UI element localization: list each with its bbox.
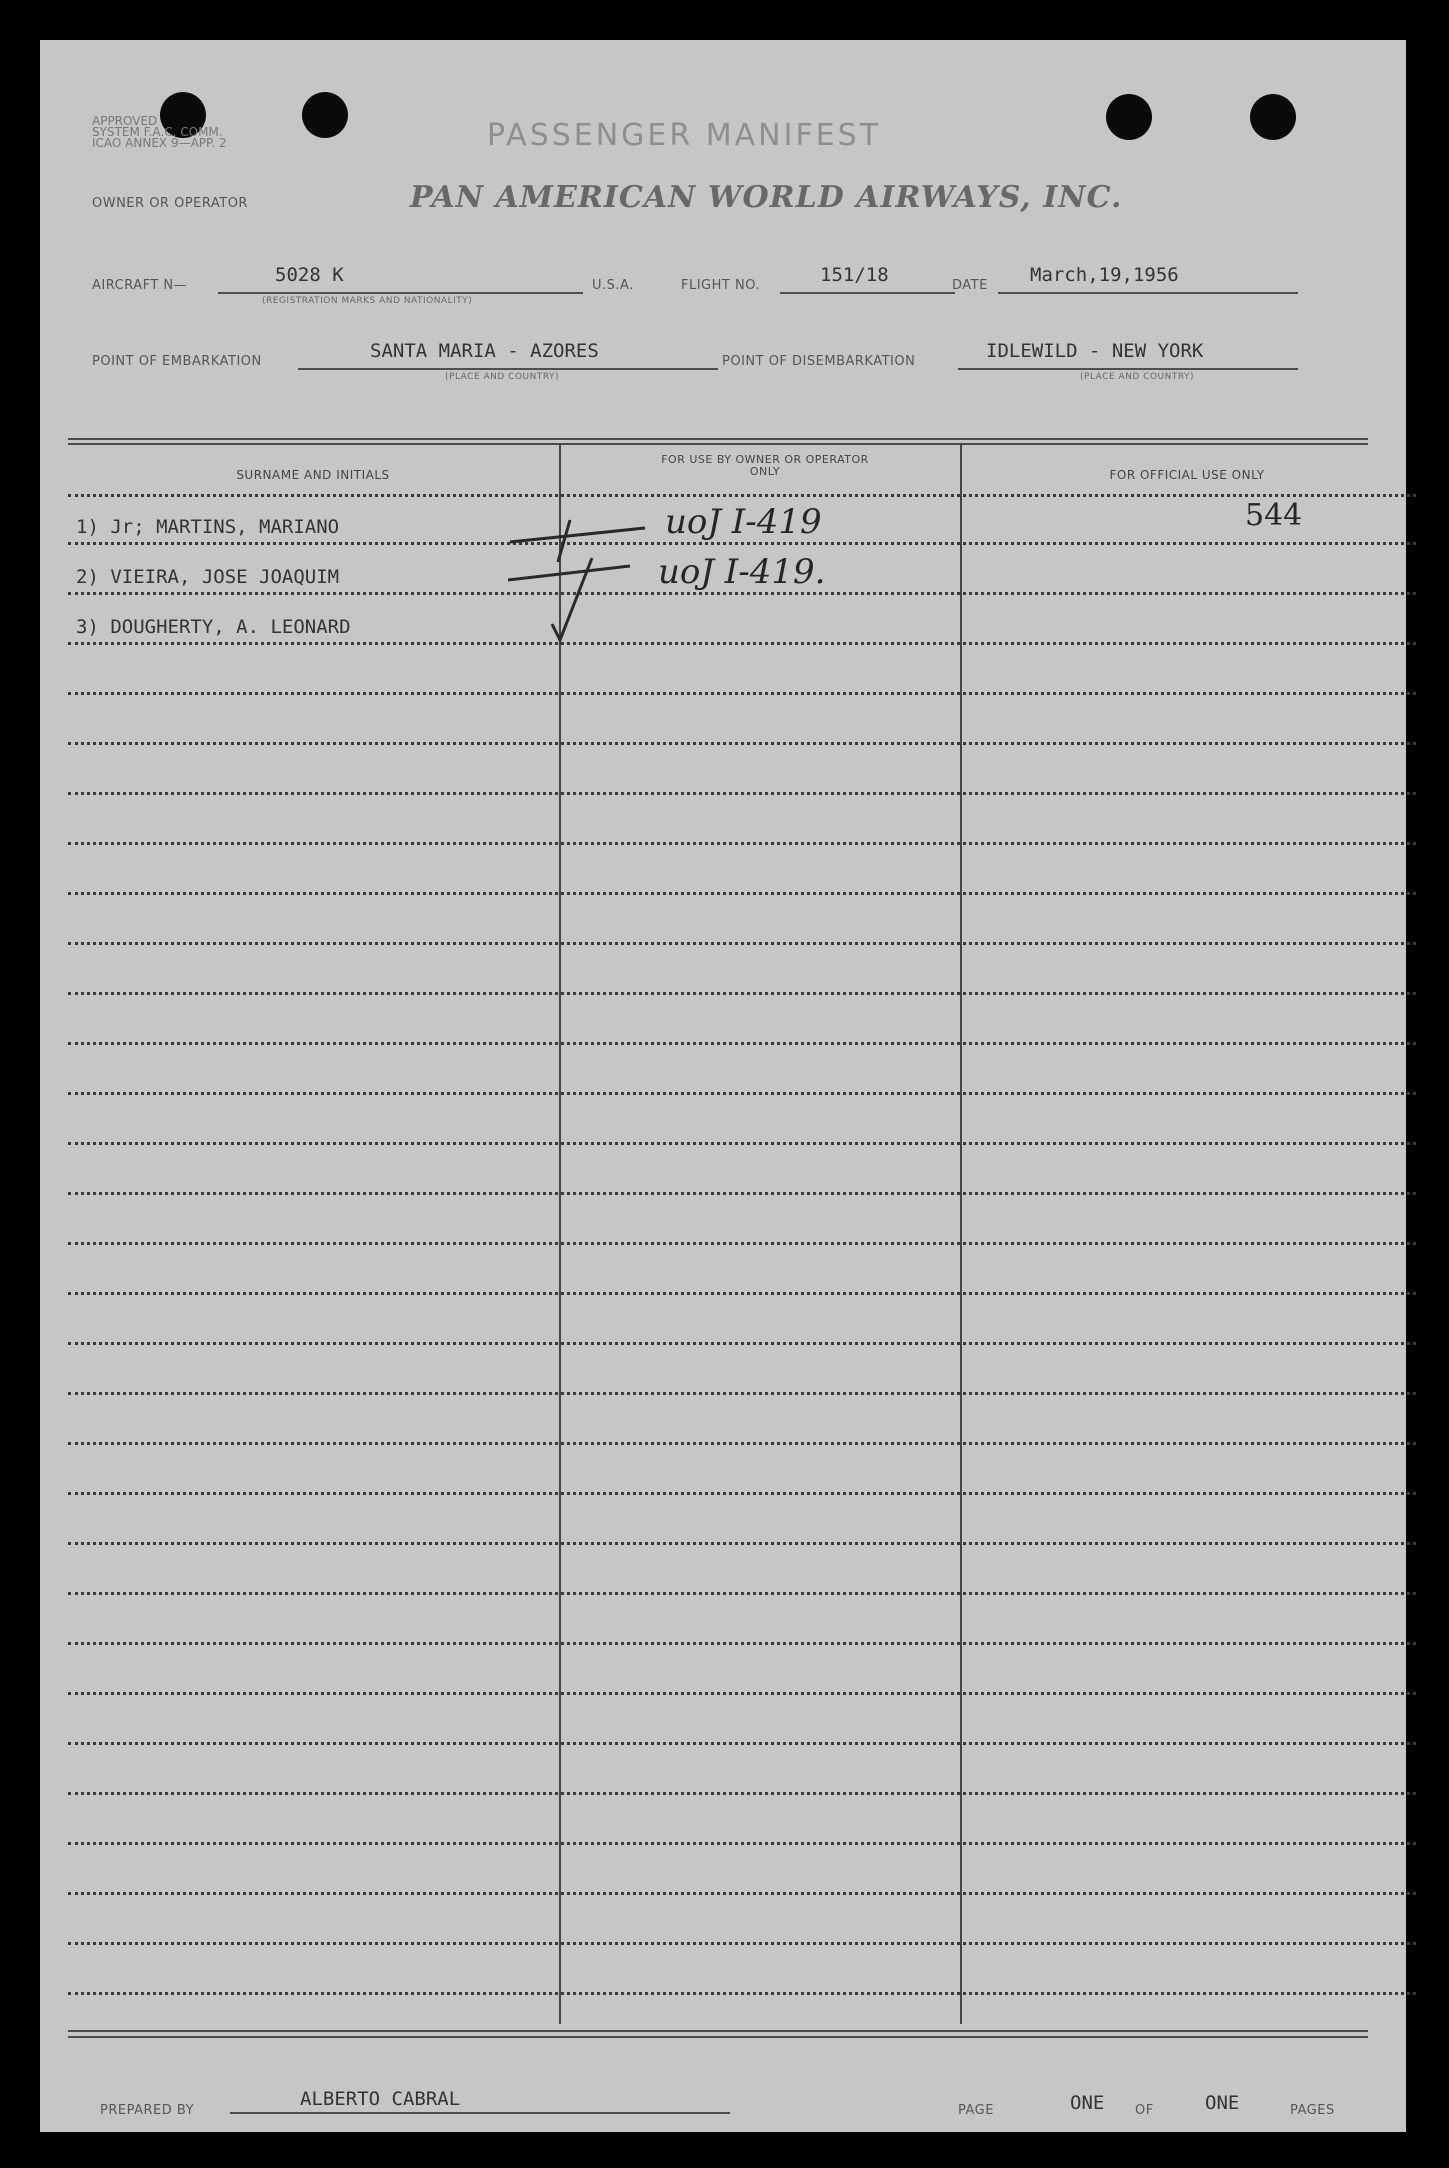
- row-rule: [68, 1742, 1416, 1745]
- pages-label: PAGES: [1290, 2103, 1335, 2118]
- row-rule: [68, 1092, 1416, 1095]
- embarkation-caption: (PLACE AND COUNTRY): [445, 372, 560, 382]
- fill-line: [230, 2112, 730, 2114]
- row-rule: [68, 494, 1416, 497]
- usa-label: U.S.A.: [592, 278, 634, 293]
- table-top-rule: [68, 438, 1368, 440]
- fill-line: [780, 292, 955, 294]
- row-rule: [68, 1642, 1416, 1645]
- approval-line: APPROVED: [92, 114, 158, 128]
- approval-line: SYSTEM F.A.C. COMM.: [92, 125, 223, 139]
- date-value: March,19,1956: [1030, 264, 1179, 286]
- flight-no-label: FLIGHT NO.: [681, 278, 761, 293]
- passenger-name: 2) VIEIRA, JOSE JOAQUIM: [76, 566, 340, 588]
- row-rule: [68, 1292, 1416, 1295]
- fill-line: [998, 292, 1298, 294]
- row-rule: [68, 1142, 1416, 1145]
- manifest-sheet: [40, 40, 1406, 2132]
- punch-hole: [1106, 94, 1152, 140]
- row-rule: [68, 1042, 1416, 1045]
- row-rule: [68, 1992, 1416, 1995]
- row-rule: [68, 1892, 1416, 1895]
- registration-caption: (REGISTRATION MARKS AND NATIONALITY): [262, 296, 473, 306]
- row-rule: [68, 1192, 1416, 1195]
- embarkation-value: SANTA MARIA - AZORES: [370, 340, 599, 362]
- check-marks: [500, 500, 670, 650]
- punch-hole: [302, 92, 348, 138]
- row-rule: [68, 1792, 1416, 1795]
- prepared-by-value: ALBERTO CABRAL: [300, 2088, 461, 2110]
- row-rule: [68, 792, 1416, 795]
- operator-note: uoJ I-419: [665, 502, 822, 542]
- operator-note: uoJ I-419.: [658, 552, 826, 592]
- date-label: DATE: [952, 278, 988, 293]
- page-value: ONE: [1070, 2092, 1105, 2114]
- column-header-name: SURNAME AND INITIALS: [236, 468, 390, 482]
- column-divider: [960, 444, 962, 2024]
- of-value: ONE: [1205, 2092, 1240, 2114]
- row-rule: [68, 1392, 1416, 1395]
- disembarkation-label: POINT OF DISEMBARKATION: [722, 354, 916, 369]
- table-top-rule: [68, 443, 1368, 445]
- row-rule: [68, 1542, 1416, 1545]
- row-rule: [68, 1442, 1416, 1445]
- row-rule: [68, 592, 1416, 595]
- disembarkation-caption: (PLACE AND COUNTRY): [1080, 372, 1195, 382]
- operator-name: PAN AMERICAN WORLD AIRWAYS, INC.: [410, 180, 1123, 215]
- row-rule: [68, 892, 1416, 895]
- fill-line: [218, 292, 583, 294]
- row-rule: [68, 1942, 1416, 1945]
- row-rule: [68, 1592, 1416, 1595]
- embarkation-label: POINT OF EMBARKATION: [92, 354, 262, 369]
- row-rule: [68, 1342, 1416, 1345]
- fill-line: [958, 368, 1298, 370]
- fill-line: [298, 368, 718, 370]
- flight-no-value: 151/18: [820, 264, 889, 286]
- column-header-official: FOR OFFICIAL USE ONLY: [1109, 468, 1265, 482]
- row-rule: [68, 992, 1416, 995]
- row-rule: [68, 542, 1416, 545]
- punch-hole: [1250, 94, 1296, 140]
- row-rule: [68, 642, 1416, 645]
- disembarkation-value: IDLEWILD - NEW YORK: [986, 340, 1204, 362]
- row-rule: [68, 692, 1416, 695]
- aircraft-value: 5028 K: [275, 264, 344, 286]
- row-rule: [68, 1242, 1416, 1245]
- row-rule: [68, 1842, 1416, 1845]
- row-rule: [68, 1492, 1416, 1495]
- passenger-name: 1) Jr; MARTINS, MARIANO: [76, 516, 340, 538]
- table-bottom-rule: [68, 2030, 1368, 2032]
- row-rule: [68, 842, 1416, 845]
- page-label: PAGE: [958, 2103, 994, 2118]
- row-rule: [68, 1692, 1416, 1695]
- column-header-operator: FOR USE BY OWNER OR OPERATOR ONLY: [661, 453, 869, 478]
- passenger-name: 3) DOUGHERTY, A. LEONARD: [76, 616, 351, 638]
- table-bottom-rule: [68, 2036, 1368, 2038]
- form-title: PASSENGER MANIFEST: [487, 118, 882, 153]
- approval-line: ICAO ANNEX 9—APP. 2: [92, 136, 227, 150]
- of-label: OF: [1135, 2103, 1154, 2118]
- row-rule: [68, 942, 1416, 945]
- row-rule: [68, 742, 1416, 745]
- approval-note: [92, 116, 282, 149]
- aircraft-label: AIRCRAFT N—: [92, 278, 188, 293]
- column-divider: [559, 444, 561, 2024]
- prepared-by-label: PREPARED BY: [100, 2103, 195, 2118]
- owner-label: OWNER OR OPERATOR: [92, 196, 248, 211]
- official-number: 544: [1245, 498, 1303, 533]
